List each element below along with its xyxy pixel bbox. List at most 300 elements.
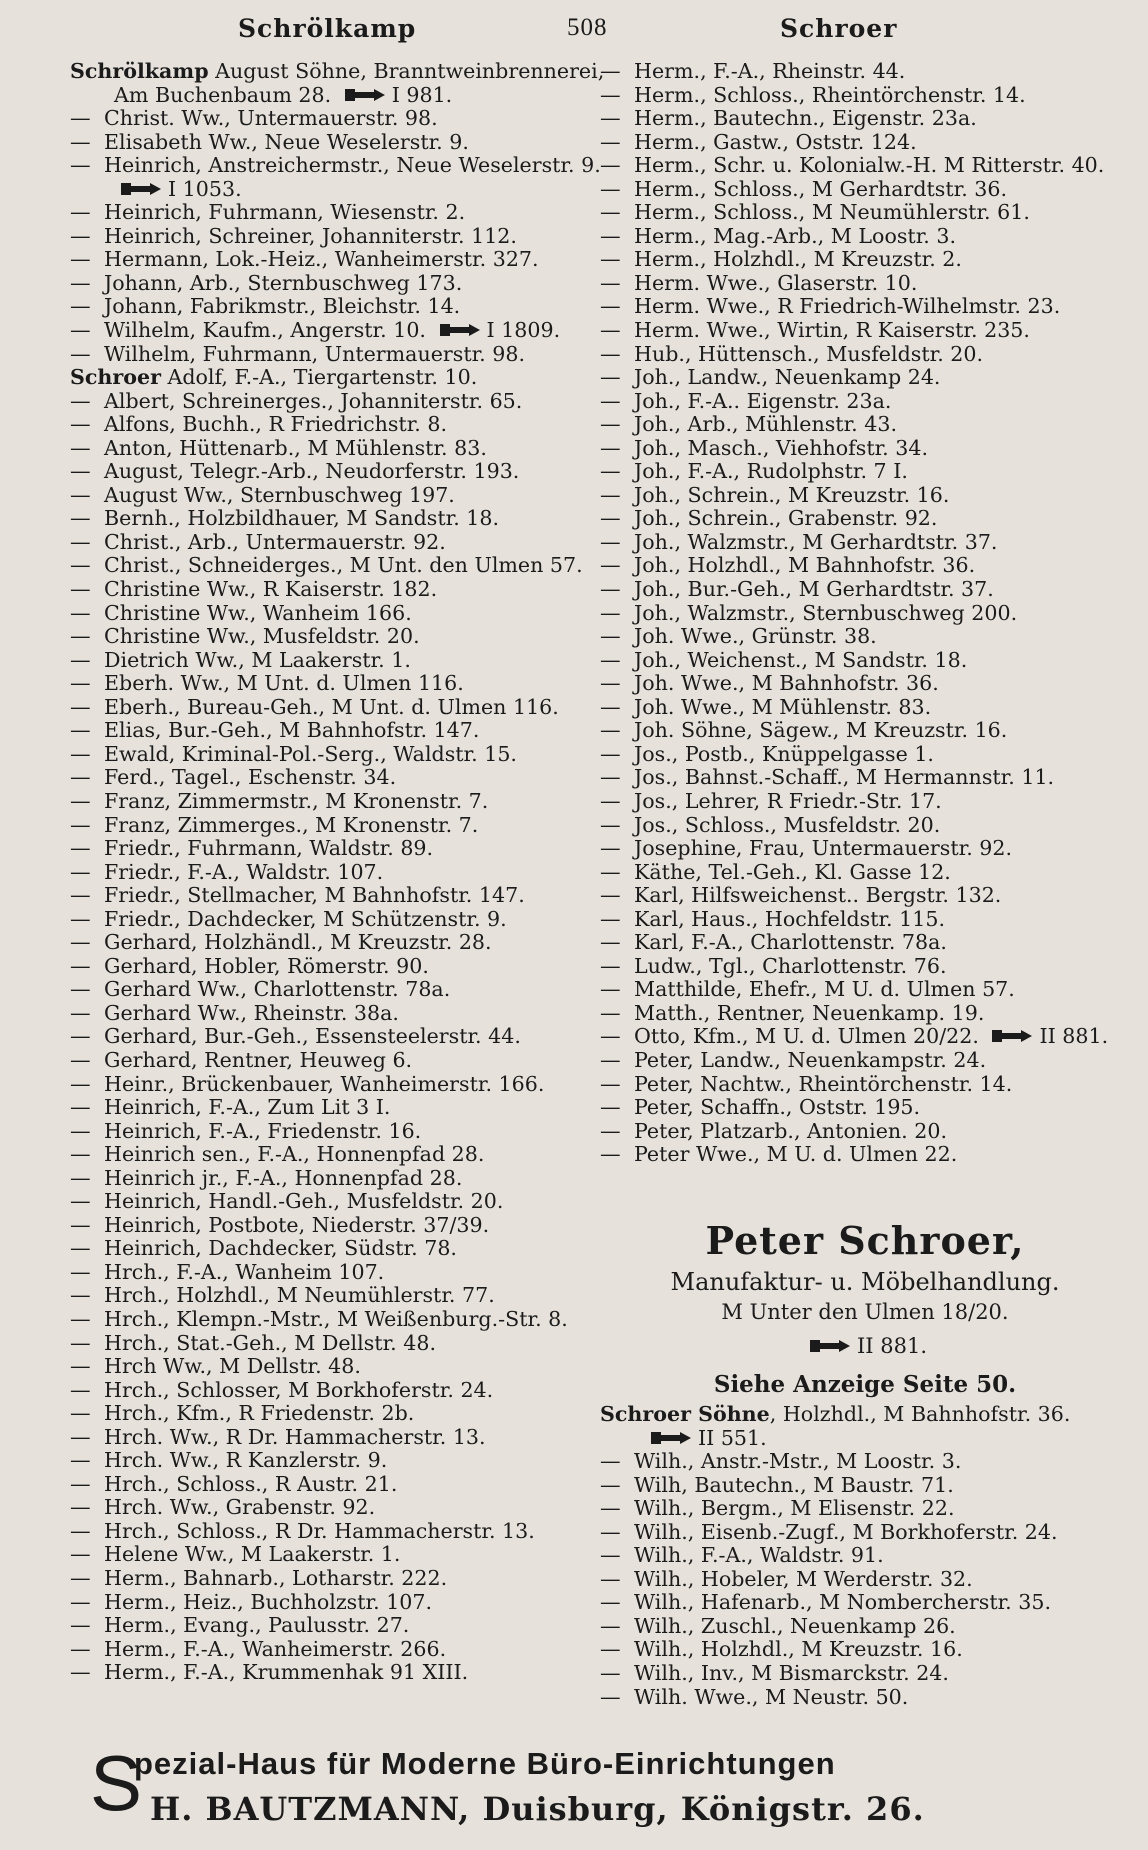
directory-entry [600, 366, 1130, 390]
phone-number: I 981. [391, 82, 453, 107]
entry-dash: — [70, 459, 91, 484]
directory-entry [600, 84, 1130, 108]
entry-text: Jos., Schloss., Musfeldstr. 20. [634, 812, 941, 837]
directory-entry [70, 1096, 580, 1120]
directory-entry [70, 1049, 580, 1073]
entry-dash: — [70, 1095, 91, 1120]
entry-dash: — [70, 718, 91, 743]
directory-entry [70, 1449, 580, 1473]
entry-text: Herm., F.-A., Krummenhak 91 XIII. [104, 1660, 469, 1685]
entry-dash: — [600, 1000, 621, 1025]
entry-text: Bernh., Holzbildhauer, M Sandstr. 18. [104, 506, 500, 531]
entry-dash: — [600, 506, 621, 531]
directory-entry [70, 1167, 580, 1191]
directory-entry [600, 1591, 1130, 1615]
entry-text: Matth., Rentner, Neuenkamp. 19. [634, 1000, 985, 1025]
entry-text: Wilhelm, Kaufm., Angerstr. 10. [104, 318, 433, 343]
entry-dash: — [600, 600, 621, 625]
entry-text: Heinrich sen., F.-A., Honnenpfad 28. [104, 1142, 485, 1167]
right-column-continued [600, 1403, 1130, 1709]
entry-dash: — [70, 906, 91, 931]
entry-dash: — [70, 741, 91, 766]
entry-dash: — [600, 977, 621, 1002]
directory-entry [70, 955, 580, 979]
directory-entry [70, 343, 580, 367]
entry-text: Wilh., Zuschl., Neuenkamp 26. [634, 1613, 956, 1638]
entry-text: Adolf, F.-A., Tiergartenstr. 10. [160, 365, 478, 390]
directory-entry [600, 602, 1130, 626]
entry-dash: — [70, 930, 91, 955]
entry-text: , Holzhdl., M Bahnhofstr. 36. [769, 1402, 1071, 1426]
entry-dash: — [600, 1661, 621, 1686]
entry-dash: — [600, 223, 621, 248]
entry-dash: — [70, 1566, 91, 1590]
entry-text: Friedr., Fuhrmann, Waldstr. 89. [104, 836, 434, 861]
entry-text: Wilh., F.-A., Waldstr. 91. [634, 1543, 884, 1568]
entry-text: Helene Ww., M Laakerstr. 1. [104, 1542, 401, 1567]
directory-entry [70, 1261, 580, 1285]
directory-entry [70, 107, 580, 131]
entry-dash: — [600, 365, 621, 390]
entry-dash: — [600, 953, 621, 978]
directory-entry [70, 602, 580, 626]
directory-entry [70, 1002, 580, 1026]
entry-dash: — [600, 930, 621, 955]
entry-dash: — [600, 270, 621, 295]
directory-entry [70, 814, 580, 838]
directory-entry [600, 1120, 1130, 1144]
directory-entry [70, 908, 580, 932]
entry-text: Karl, F.-A., Charlottenstr. 78a. [634, 930, 947, 955]
directory-entry [600, 272, 1130, 296]
entry-dash: — [600, 1024, 621, 1049]
entry-dash: — [600, 577, 621, 602]
entry-dash: — [70, 1424, 91, 1449]
entry-text: Elias, Bur.-Geh., M Bahnhofstr. 147. [104, 718, 480, 743]
entry-text: Jos., Postb., Knüppelgasse 1. [634, 741, 934, 766]
directory-entry [600, 413, 1130, 437]
directory-entry [70, 437, 580, 461]
directory-entry [70, 1402, 580, 1426]
entry-dash: — [600, 1496, 621, 1521]
entry-dash: — [600, 1071, 621, 1096]
directory-entry [600, 861, 1130, 885]
directory-entry [70, 248, 580, 272]
directory-entry [70, 84, 580, 108]
directory-entry [70, 719, 580, 743]
entry-dash: — [70, 153, 91, 178]
directory-entry [600, 578, 1130, 602]
footer-line-1: pezial-Haus für Moderne Büro-Einrichtungen [134, 1746, 836, 1781]
entry-text: Joh. Wwe., Grünstr. 38. [634, 624, 877, 649]
directory-entry [70, 625, 580, 649]
advertisement [600, 1216, 1130, 1402]
phone-number: II 881. [1039, 1024, 1109, 1049]
entry-text: Joh. Söhne, Sägew., M Kreuzstr. 16. [634, 718, 1008, 743]
right-column [600, 60, 1130, 1167]
directory-entry [70, 1473, 580, 1497]
entry-dash: — [70, 694, 91, 719]
entry-dash: — [600, 1095, 621, 1120]
directory-entry [70, 1025, 580, 1049]
entry-dash: — [70, 1071, 91, 1096]
entry-text: Eberh., Bureau-Geh., M Unt. d. Ulmen 116. [104, 694, 559, 719]
ad-address: M Unter den Ulmen 18/20. [721, 1300, 1009, 1324]
directory-entry [70, 861, 580, 885]
entry-text: August Söhne, Branntweinbrennerei, [208, 59, 605, 83]
phone-number: II 551. [698, 1425, 767, 1450]
entry-text: Herm. Wwe., Glaserstr. 10. [634, 270, 918, 295]
directory-entry [70, 1332, 580, 1356]
directory-entry [70, 295, 580, 319]
entry-dash: — [600, 1543, 621, 1568]
entry-text: Elisabeth Ww., Neue Weselerstr. 9. [104, 129, 469, 154]
entry-text: Herm., Schloss., M Gerhardtstr. 36. [634, 176, 1008, 201]
directory-entry [600, 319, 1130, 343]
entry-text: Joh. Wwe., M Bahnhofstr. 36. [634, 671, 939, 696]
ad-phone-line [600, 1326, 1130, 1368]
entry-text: Heinrich, Dachdecker, Südstr. 78. [104, 1236, 457, 1261]
directory-entry [600, 390, 1130, 414]
entry-dash: — [70, 647, 91, 672]
telephone-icon [809, 1328, 851, 1368]
directory-entry [600, 1662, 1130, 1686]
entry-text: Hrch. Ww., R Dr. Hammacherstr. 13. [104, 1424, 486, 1449]
entry-text: Joh., Walzmstr., Sternbuschweg 200. [634, 600, 1018, 625]
directory-entry [600, 1686, 1130, 1710]
entry-dash: — [70, 1330, 91, 1355]
entry-text: August, Telegr.-Arb., Neudorferstr. 193. [104, 459, 520, 484]
entry-dash: — [600, 1566, 621, 1591]
directory-entry [70, 507, 580, 531]
entry-text: Eberh. Ww., M Unt. d. Ulmen 116. [104, 671, 464, 696]
entry-dash: — [70, 812, 91, 837]
entry-dash: — [600, 200, 621, 225]
entry-dash: — [600, 247, 621, 272]
directory-entry [600, 1615, 1130, 1639]
entry-text: Herm. Wwe., Wirtin, R Kaiserstr. 235. [634, 318, 1030, 343]
directory-entry [70, 884, 580, 908]
entry-text: Friedr., Dachdecker, M Schützenstr. 9. [104, 906, 507, 931]
directory-entry [600, 1049, 1130, 1073]
directory-entry [600, 107, 1130, 131]
entry-text: Herm., Holzhdl., M Kreuzstr. 2. [634, 247, 962, 272]
entry-text: Herm., F.-A., Wanheimerstr. 266. [104, 1636, 447, 1661]
directory-entry [70, 460, 580, 484]
directory-entry [70, 1237, 580, 1261]
entry-text: Herm., Heiz., Buchholzstr. 107. [104, 1589, 433, 1614]
entry-text: Jos., Lehrer, R Friedr.-Str. 17. [634, 788, 942, 813]
entry-text: Ludw., Tgl., Charlottenstr. 76. [634, 953, 947, 978]
entry-text: Heinr., Brückenbauer, Wanheimerstr. 166. [104, 1071, 545, 1096]
entry-dash: — [70, 1283, 91, 1308]
entry-dash: — [600, 482, 621, 507]
entry-text: Wilh., Anstr.-Mstr., M Loostr. 3. [634, 1449, 962, 1474]
directory-entry [600, 1427, 1130, 1451]
entry-dash: — [70, 1212, 91, 1237]
entry-dash: — [600, 1449, 621, 1474]
entry-text: Ferd., Tagel., Eschenstr. 34. [104, 765, 397, 790]
left-column [70, 59, 605, 1685]
directory-entry [600, 1497, 1130, 1521]
entry-dash: — [600, 741, 621, 766]
directory-entry [600, 460, 1130, 484]
entry-dash: — [70, 671, 91, 696]
directory-entry [600, 696, 1130, 720]
entry-dash: — [70, 600, 91, 625]
entry-dash: — [600, 765, 621, 790]
directory-entry [70, 1308, 580, 1332]
entry-text: Am Buchenbaum 28. [114, 82, 338, 107]
entry-text: Hrch., Kfm., R Friedenstr. 2b. [104, 1401, 415, 1426]
entry-text: Gerhard, Rentner, Heuweg 6. [104, 1047, 413, 1072]
entry-dash: — [70, 1142, 91, 1167]
directory-entry [70, 1638, 580, 1662]
header-right: Schroer [780, 14, 898, 43]
entry-dash: — [600, 82, 621, 107]
entry-text: Joh., Masch., Viehhofstr. 34. [634, 435, 929, 460]
entry-dash: — [70, 1118, 91, 1143]
entry-dash: — [70, 200, 91, 225]
directory-entry [600, 1521, 1130, 1545]
directory-entry [600, 790, 1130, 814]
entry-dash: — [70, 1636, 91, 1661]
entry-dash: — [600, 106, 621, 131]
directory-entry [600, 343, 1130, 367]
entry-text: Herm. Wwe., R Friedrich-Wilhelmstr. 23. [634, 294, 1061, 319]
entry-text: Franz, Zimmerges., M Kronenstr. 7. [104, 812, 479, 837]
directory-entry [70, 553, 583, 578]
ad-phone: II 881. [856, 1334, 928, 1358]
entry-dash: — [600, 624, 621, 649]
entry-text: Peter Wwe., M U. d. Ulmen 22. [634, 1142, 958, 1167]
entry-text: Karl, Haus., Hochfeldstr. 115. [634, 906, 945, 931]
entry-dash: — [70, 1495, 91, 1520]
directory-entry [70, 790, 580, 814]
entry-text: Wilhelm, Fuhrmann, Untermauerstr. 98. [104, 341, 526, 366]
entry-text: Christine Ww., Wanheim 166. [104, 600, 412, 625]
phone-number: I 1053. [168, 176, 242, 201]
entry-dash: — [600, 153, 621, 178]
entry-dash: — [600, 129, 621, 154]
entry-text: Wilh., Hobeler, M Werderstr. 32. [634, 1566, 973, 1591]
entry-surname: Schrölkamp [70, 59, 209, 83]
entry-dash: — [70, 341, 91, 366]
entry-text: Herm., Mag.-Arb., M Loostr. 3. [634, 223, 957, 248]
entry-text: Herm., Schloss., M Neumühlerstr. 61. [634, 200, 1030, 225]
entry-text: Friedr., Stellmacher, M Bahnhofstr. 147. [104, 883, 525, 908]
entry-dash: — [70, 1259, 91, 1284]
entry-text: Albert, Schreinerges., Johanniterstr. 65. [104, 388, 523, 413]
directory-entry [600, 978, 1130, 1002]
entry-dash: — [600, 435, 621, 460]
entry-text: Wilh., Hafenarb., M Nombercherstr. 35. [634, 1590, 1052, 1615]
entry-text: Hub., Hüttensch., Musfeldstr. 20. [634, 341, 984, 366]
directory-entry [70, 59, 605, 84]
directory-entry [600, 1450, 1130, 1474]
entry-text: Herm., Bahnarb., Lotharstr. 222. [104, 1566, 448, 1590]
directory-entry [600, 884, 1130, 908]
entry-dash: — [70, 1471, 91, 1496]
directory-entry [600, 1474, 1130, 1498]
entry-dash: — [70, 1189, 91, 1214]
entry-text: Joh., F.-A.. Eigenstr. 23a. [634, 388, 892, 413]
entry-text: Johann, Arb., Sternbuschweg 173. [104, 270, 463, 295]
entry-dash: — [600, 529, 621, 554]
directory-entry [70, 649, 580, 673]
entry-dash: — [600, 59, 621, 83]
entry-text: August Ww., Sternbuschweg 197. [104, 482, 455, 507]
entry-text: Wilh., Inv., M Bismarckstr. 24. [634, 1661, 949, 1686]
entry-dash: — [70, 482, 91, 507]
directory-entry [600, 766, 1130, 790]
entry-dash: — [70, 1613, 91, 1638]
directory-entry [70, 178, 580, 202]
entry-dash: — [600, 341, 621, 366]
directory-entry [600, 1568, 1130, 1592]
entry-text: Heinrich jr., F.-A., Honnenpfad 28. [104, 1165, 463, 1190]
directory-entry [600, 1143, 1130, 1167]
entry-text: Franz, Zimmermstr., M Kronenstr. 7. [104, 788, 489, 813]
entry-text: Wilh., Holzhdl., M Kreuzstr. 16. [634, 1637, 963, 1662]
directory-entry [70, 931, 580, 955]
entry-text: Herm., Schloss., Rheintörchenstr. 14. [634, 82, 1026, 107]
directory-entry [70, 1073, 580, 1097]
entry-text: Herm., Bautechn., Eigenstr. 23a. [634, 106, 977, 131]
directory-entry [600, 1096, 1130, 1120]
entry-text: Herm., Evang., Paulusstr. 27. [104, 1613, 410, 1638]
entry-dash: — [600, 1142, 621, 1167]
entry-text: Friedr., F.-A., Waldstr. 107. [104, 859, 384, 884]
entry-dash: — [600, 718, 621, 743]
entry-text: Dietrich Ww., M Laakerstr. 1. [104, 647, 411, 672]
entry-dash: — [70, 1448, 91, 1473]
entry-text: Joh., Arb., Mühlenstr. 43. [634, 412, 898, 437]
directory-entry [70, 1520, 580, 1544]
directory-entry [70, 1379, 580, 1403]
directory-entry [70, 743, 580, 767]
telephone-icon [991, 1027, 1033, 1051]
entry-text: Christ. Ww., Untermauerstr. 98. [104, 106, 438, 131]
entry-surname: Schroer [70, 365, 161, 390]
entry-text: Joh., Walzmstr., M Gerhardtstr. 37. [634, 529, 998, 554]
entry-text: Gerhard Ww., Charlottenstr. 78a. [104, 977, 451, 1002]
entry-text: Ewald, Kriminal-Pol.-Serg., Waldstr. 15. [104, 741, 517, 766]
entry-dash: — [70, 529, 91, 554]
entry-dash: — [600, 1613, 621, 1638]
directory-entry [70, 1214, 580, 1238]
entry-text: Matthilde, Ehefr., M U. d. Ulmen 57. [634, 977, 1015, 1002]
entry-dash: — [70, 270, 91, 295]
directory-entry [600, 1638, 1130, 1662]
directory-entry [600, 484, 1130, 508]
directory-entry [600, 931, 1130, 955]
entry-dash: — [600, 1118, 621, 1143]
entry-dash: — [70, 788, 91, 813]
entry-text: Hrch., Holzhdl., M Neumühlerstr. 77. [104, 1283, 495, 1308]
directory-entry [600, 814, 1130, 838]
entry-dash: — [70, 553, 91, 578]
entry-dash: — [70, 765, 91, 790]
entry-dash: — [70, 953, 91, 978]
entry-text: Peter, Schaffn., Oststr. 195. [634, 1095, 921, 1120]
directory-entry [600, 295, 1130, 319]
entry-text: Heinrich, F.-A., Friedenstr. 16. [104, 1118, 422, 1143]
entry-dash: — [70, 883, 91, 908]
directory-entry [70, 766, 580, 790]
entry-text: Anton, Hüttenarb., M Mühlenstr. 83. [104, 435, 487, 460]
entry-dash: — [600, 1472, 621, 1497]
entry-text: Heinrich, Handl.-Geh., Musfeldstr. 20. [104, 1189, 504, 1214]
entry-dash: — [70, 1589, 91, 1614]
directory-entry [70, 413, 580, 437]
entry-text: Christ., Arb., Untermauerstr. 92. [104, 529, 446, 554]
entry-text: Joh., Weichenst., M Sandstr. 18. [634, 647, 968, 672]
entry-dash: — [600, 788, 621, 813]
directory-entry [600, 60, 1130, 84]
directory-entry [600, 437, 1130, 461]
entry-dash: — [70, 1542, 91, 1567]
entry-text: Heinrich, F.-A., Zum Lit 3 I. [104, 1095, 391, 1120]
entry-dash: — [600, 836, 621, 861]
phone-number: I 1809. [486, 318, 561, 343]
directory-entry [70, 837, 580, 861]
directory-entry [600, 248, 1130, 272]
entry-text: Joh., Schrein., Grabenstr. 92. [634, 506, 938, 531]
directory-entry [600, 201, 1130, 225]
entry-text: Gerhard, Holzhändl., M Kreuzstr. 28. [104, 930, 492, 955]
directory-entry [70, 131, 580, 155]
entry-text: Heinrich, Postbote, Niederstr. 37/39. [104, 1212, 490, 1237]
entry-text: Hermann, Lok.-Heiz., Wanheimerstr. 327. [104, 247, 539, 272]
entry-text: Heinrich, Fuhrmann, Wiesenstr. 2. [104, 200, 466, 225]
entry-dash: — [70, 247, 91, 272]
ad-see-page: Siehe Anzeige Seite 50. [713, 1371, 1017, 1398]
entry-dash: — [600, 412, 621, 437]
entry-dash: — [600, 1684, 621, 1709]
entry-text: Hrch., Klempn.-Mstr., M Weißenburg.-Str. 8. [104, 1306, 568, 1331]
entry-text: Wilh, Bautechn., M Baustr. 71. [634, 1472, 954, 1497]
entry-dash: — [70, 1518, 91, 1543]
directory-entry [600, 1544, 1130, 1568]
entry-text: Käthe, Tel.-Geh., Kl. Gasse 12. [634, 859, 951, 884]
entry-dash: — [600, 388, 621, 413]
entry-text: Gerhard, Bur.-Geh., Essensteelerstr. 44. [104, 1024, 521, 1049]
entry-dash: — [600, 1590, 621, 1615]
directory-entry [70, 484, 580, 508]
entry-text: Herm., Schr. u. Kolonialw.-H. M Ritterstr. 40. [634, 153, 1105, 178]
directory-entry [70, 1614, 580, 1638]
entry-dash: — [70, 859, 91, 884]
entry-dash: — [70, 294, 91, 319]
directory-entry [70, 1284, 580, 1308]
directory-entry [600, 955, 1130, 979]
entry-text: Johann, Fabrikmstr., Bleichstr. 14. [104, 294, 461, 319]
entry-dash: — [600, 647, 621, 672]
directory-entry [70, 225, 580, 249]
entry-text: Gerhard, Hobler, Römerstr. 90. [104, 953, 429, 978]
entry-dash: — [70, 1236, 91, 1261]
entry-dash: — [70, 1000, 91, 1025]
entry-dash: — [70, 1354, 91, 1379]
header-left: Schrölkamp [238, 14, 417, 43]
entry-dash: — [600, 812, 621, 837]
entry-dash: — [600, 1519, 621, 1544]
directory-entry [70, 1661, 580, 1685]
entry-text: Heinrich, Schreiner, Johanniterstr. 112. [104, 223, 517, 248]
entry-text: Joh., Landw., Neuenkamp 24. [634, 365, 941, 390]
directory-entry [600, 1002, 1130, 1026]
